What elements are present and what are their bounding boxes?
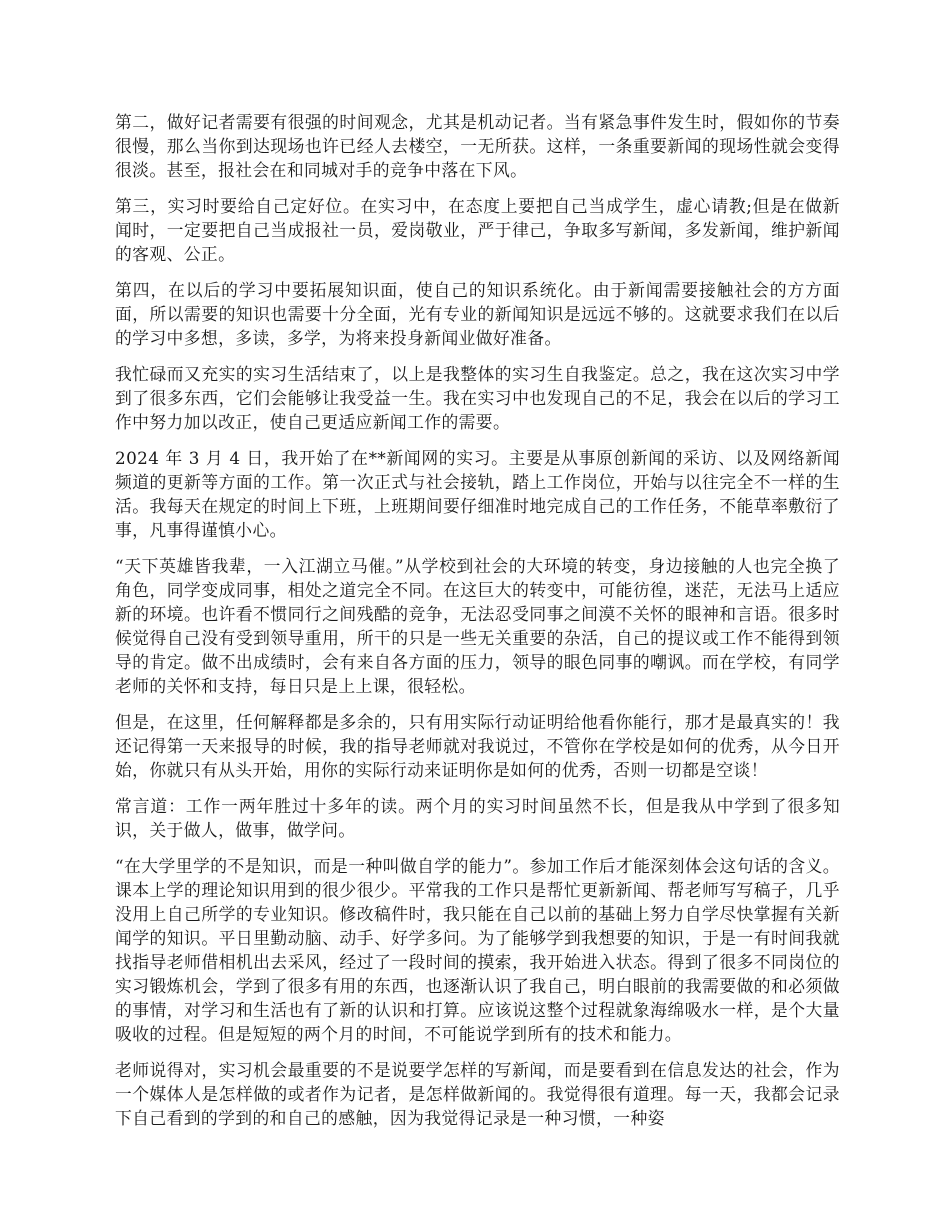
paragraph-self-positioning: 第三，实习时要给自己定好位。在实习中，在态度上要把自己当成学生，虚心请教;但是在做新闻时，一定要把自己当成报社一员，爱岗敬业，严于律己，争取多写新闻，多发新闻，维护新闻的客观、公正。: [115, 196, 840, 264]
paragraph-prove-by-action: 但是，在这里，任何解释都是多余的，只有用实际行动证明给他看你能行，那才是最真实的！我还记得第一天来报导的时候，我的指导老师就对我说过，不管你在学校是如何的优秀，从今日开始，你就只有从头开始，用你的实际行动来证明你是如何的优秀，否则一切都是空谈！: [115, 712, 840, 780]
paragraph-self-learning: “在大学里学的不是知识，而是一种叫做自学的能力”。参加工作后才能深刻体会这句话的含义。课本上学的理论知识用到的很少很少。平常我的工作只是帮忙更新新闻、帮老师写写稿子，几乎没用上自己所学的专业知识。修改稿件时，我只能在自己以前的基础上努力自学尽快掌握有关新闻学的知识。平日里勤动脑、动手、好学多问。为了能够学到我想要的知识，于是一有时间我就找指导老师借相机出去采风，经过了一段时间的摸索，我开始进入状态。得到了很多不同岗位的实习锻炼机会，学到了很多有用的东西，也逐渐认识了我自己，明白眼前的我需要做的和必须做的事情，对学习和生活也有了新的认识和打算。应该说这整个过程就象海绵吸水一样，是个大量吸收的过程。但是短短的两个月的时间，不可能说学到所有的技术和能力。: [115, 856, 840, 1044]
paragraph-teacher-advice: 老师说得对，实习机会最重要的不是说要学怎样的写新闻，而是要看到在信息发达的社会，作为一个媒体人是怎样做的或者作为记者，是怎样做新闻的。我觉得很有道理。每一天，我都会记录下自己看到的学到的和自己的感触，因为我觉得记录是一种习惯，一种姿: [115, 1060, 840, 1128]
paragraph-environment-change: “天下英雄皆我辈，一入江湖立马催。”从学校到社会的大环境的转变，身边接触的人也完全换了角色，同学变成同事，相处之道完全不同。在这巨大的转变中，可能彷徨，迷茫，无法马上适应新的环境。也许看不惯同行之间残酷的竞争，无法忍受同事之间漠不关怀的眼神和言语。很多时候觉得自己没有受到领导重用，所干的只是一些无关重要的杂活，自己的提议或工作不能得到领导的肯定。做不出成绩时，会有来自各方面的压力，领导的眼色同事的嘲讽。而在学校，有同学老师的关怀和支持，每日只是上上课，很轻松。: [115, 556, 840, 696]
paragraph-internship-summary: 我忙碌而又充实的实习生活结束了，以上是我整体的实习生自我鉴定。总之，我在这次实习中学到了很多东西，它们会能够让我受益一生。我在实习中也发现自己的不足，我会在以后的学习工作中努力加以改正，使自己更适应新闻工作的需要。: [115, 364, 840, 432]
paragraph-time-awareness: 第二，做好记者需要有很强的时间观念，尤其是机动记者。当有紧急事件发生时，假如你的节奏很慢，那么当你到达现场也许已经人去楼空，一无所获。这样，一条重要新闻的现场性就会变得很淡。甚至，报社会在和同城对手的竞争中落在下风。: [115, 112, 840, 180]
document-body: [115, 110, 840, 1142]
paragraph-broaden-knowledge: 第四，在以后的学习中要拓展知识面，使自己的知识系统化。由于新闻需要接触社会的方方面面，所以需要的知识也需要十分全面，光有专业的新闻知识是远远不够的。这就要求我们在以后的学习中多想，多读，多学，为将来投身新闻业做好准备。: [115, 280, 840, 348]
paragraph-saying: 常言道：工作一两年胜过十多年的读。两个月的实习时间虽然不长，但是我从中学到了很多知识，关于做人，做事，做学问。: [115, 796, 840, 840]
paragraph-internship-start: 2024 年 3 月 4 日，我开始了在**新闻网的实习。主要是从事原创新闻的采访、以及网络新闻频道的更新等方面的工作。第一次正式与社会接轨，踏上工作岗位，开始与以往完全不一样的生活。我每天在规定的时间上下班，上班期间要仔细准时地完成自己的工作任务，不能草率敷衍了事，凡事得谨慎小心。: [115, 448, 840, 540]
